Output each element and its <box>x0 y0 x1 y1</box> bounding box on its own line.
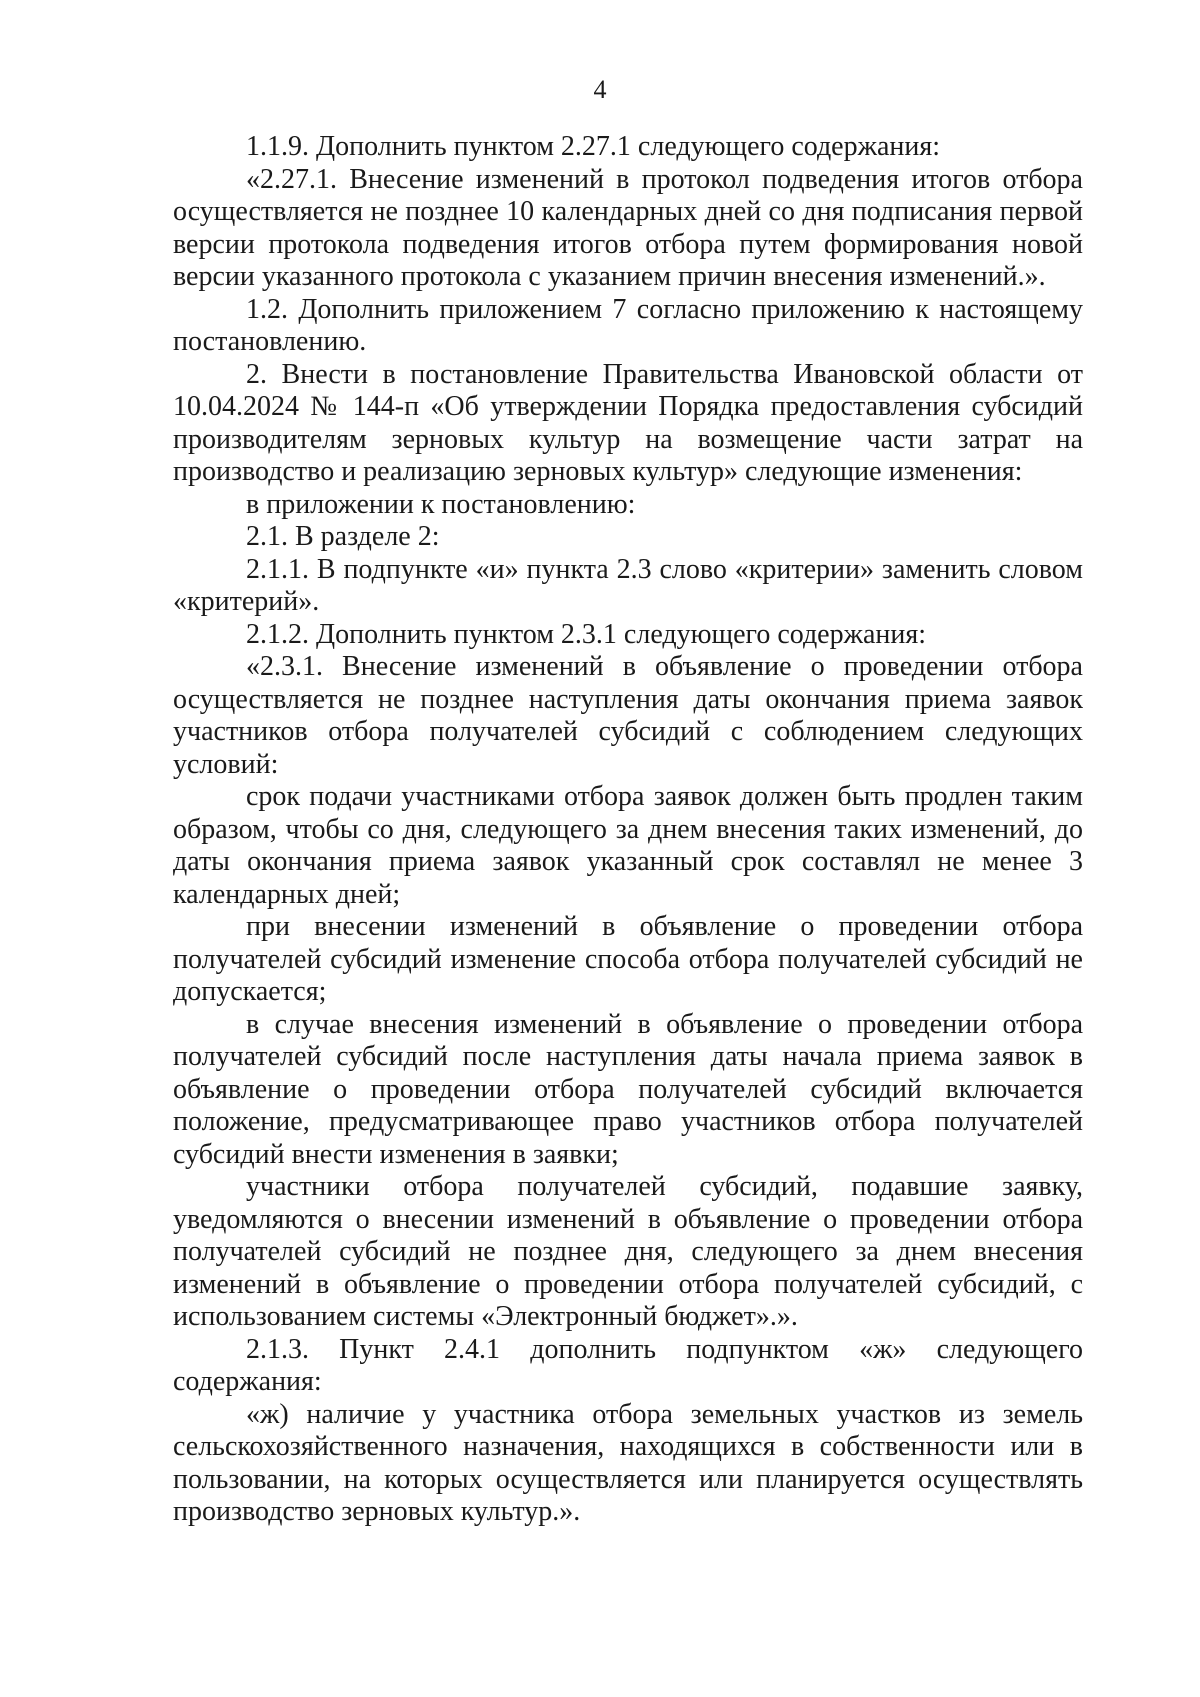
paragraph-in-annex: в приложении к постановлению: <box>246 488 636 520</box>
paragraph-method-condition: при внесении изменений в объявление о проведении отбора получателей субсидий изменение способа отбора получателей субсидий не допускается; <box>173 911 1083 1007</box>
document-body <box>173 131 1083 1529</box>
paragraph-zh-quote: «ж) наличие у участника отбора земельных участков из земель сельскохозяйственного назначения, находящихся в собственности или в пользовании, на которых осуществляется или планируется осуществлять производство зерновых культур.». <box>173 1398 1083 1527</box>
paragraph-2-3-1-quote: «2.3.1. Внесение изменений в объявление о проведении отбора осуществляется не позднее наступления даты окончания приема заявок участников отбора получателей субсидий с соблюдением следующих условий: <box>173 651 1083 780</box>
paragraph-2-27-1-quote: «2.27.1. Внесение изменений в протокол подведения итогов отбора осуществляется не позднее 10 календарных дней со дня подписания первой версии протокола подведения итогов отбора путем формирования новой версии указанного протокола с указанием причин внесения изменений.». <box>173 163 1083 292</box>
paragraph-1-1-9: 1.1.9. Дополнить пунктом 2.27.1 следующего содержания: <box>246 131 941 162</box>
paragraph-notification-condition: участники отбора получателей субсидий, подавшие заявку, уведомляются о внесении изменений в объявление о проведении отбора получателей субсидий не позднее дня, следующего за днем внесения изменений в объявление о проведении отбора получателей субсидий, с использованием системы «Электронный бюджет».». <box>173 1171 1083 1332</box>
paragraph-2: 2. Внести в постановление Правительства Ивановской области от 10.04.2024 № 144-п «Об утверждении Порядка предоставления субсидий производителям зерновых культур на возмещение части затрат на производство и реализацию зерновых культур» следующие изменения: <box>173 358 1083 487</box>
paragraph-2-1: 2.1. В разделе 2: <box>246 521 440 552</box>
paragraph-deadline-condition: срок подачи участниками отбора заявок должен быть продлен таким образом, чтобы со дня, следующего за днем внесения таких изменений, до даты окончания приема заявок указанный срок составлял не менее 3 календарных дней; <box>173 781 1083 910</box>
paragraph-1-2: 1.2. Дополнить приложением 7 согласно приложению к настоящему постановлению. <box>173 293 1083 357</box>
paragraph-2-1-2: 2.1.2. Дополнить пунктом 2.3.1 следующего содержания: <box>246 618 927 650</box>
paragraph-2-1-3: 2.1.3. Пункт 2.4.1 дополнить подпунктом «ж» следующего содержания: <box>173 1333 1083 1397</box>
paragraph-changes-condition: в случае внесения изменений в объявление о проведении отбора получателей субсидий после наступления даты начала приема заявок в объявление о проведении отбора получателей субсидий включается положение, предусматривающее право участников отбора получателей субсидий внести изменения в заявки; <box>173 1008 1083 1170</box>
page-number: 4 <box>593 75 607 104</box>
paragraph-2-1-1: 2.1.1. В подпункте «и» пункта 2.3 слово «критерии» заменить словом «критерий». <box>173 553 1083 617</box>
